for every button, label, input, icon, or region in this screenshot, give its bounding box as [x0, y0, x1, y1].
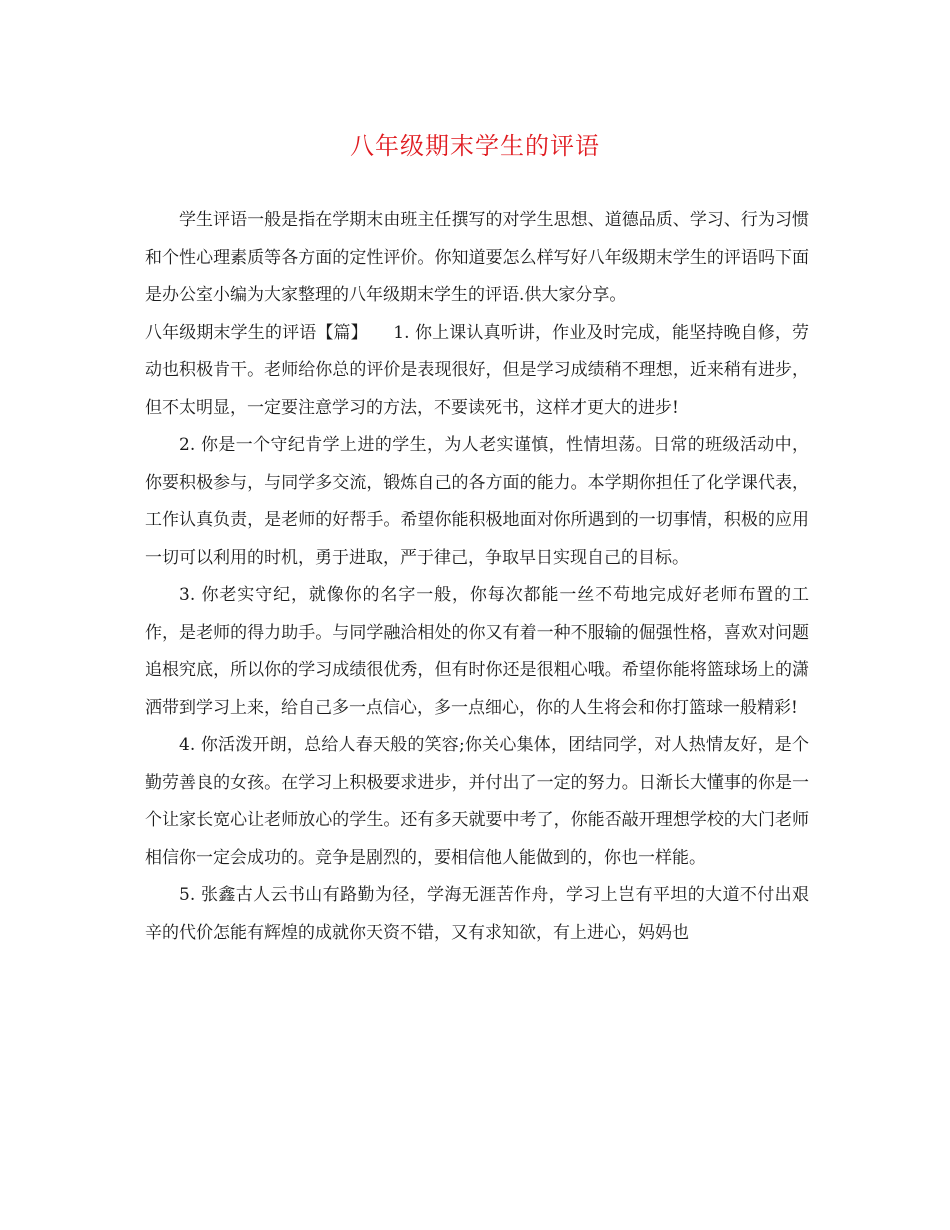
- comment-item-2: 2. 你是一个守纪肯学上进的学生，为人老实谨慎，性情坦荡。日常的班级活动中，你要积极参与，与同学多交流，锻炼自己的各方面的能力。本学期你担任了化学课代表，工作认真负责，是老师的好帮手。希望你能积极地面对你所遇到的一切事情，积极的应用一切可以利用的时机，勇于进取，严于律己，争取早日实现自己的目标。: [145, 435, 809, 568]
- comment-item-5: 5. 张鑫古人云书山有路勤为径，学海无涯苦作舟，学习上岂有平坦的大道不付出艰辛的代价怎能有辉煌的成就你天资不错，又有求知欲，有上进心，妈妈也: [145, 885, 809, 943]
- document-title: 八年级期末学生的评语: [350, 132, 600, 160]
- comment-item-4: 4. 你活泼开朗，总给人春天般的笑容;你关心集体，团结同学，对人热情友好，是个勤劳善良的女孩。在学习上积极要求进步，并付出了一定的努力。日渐长大懂事的你是一个让家长宽心让老师放心的学生。还有多天就要中考了，你能否敲开理想学校的大门老师相信你一定会成功的。竞争是剧烈的，要相信他人能做到的，你也一样能。: [145, 735, 809, 868]
- comment-item-3: 3. 你老实守纪，就像你的名字一般，你每次都能一丝不苟地完成好老师布置的工作，是老师的得力助手。与同学融洽相处的你又有着一种不服输的倔强性格，喜欢对问题追根究底，所以你的学习成绩很优秀，但有时你还是很粗心哦。希望你能将篮球场上的潇洒带到学习上来，给自己多一点信心，多一点细心，你的人生将会和你打篮球一般精彩!: [145, 585, 809, 718]
- section-paragraph: [145, 315, 809, 428]
- document-body: [145, 202, 809, 952]
- intro-paragraph: 学生评语一般是指在学期末由班主任撰写的对学生思想、道德品质、学习、行为习惯和个性心理素质等各方面的定性评价。你知道要怎么样写好八年级期末学生的评语吗下面是办公室小编为大家整理的八年级期末学生的评语.供大家分享。: [145, 210, 809, 305]
- comment-item-1: 1. 你上课认真听讲，作业及时完成，能坚持晚自修，劳动也积极肯干。老师给你总的评价是表现很好，但是学习成绩稍不理想，近来稍有进步，但不太明显，一定要注意学习的方法，不要读死书，这样才更大的进步!: [145, 322, 810, 418]
- section-heading: 八年级期末学生的评语【篇】: [145, 322, 368, 343]
- heading-gap: [368, 323, 394, 343]
